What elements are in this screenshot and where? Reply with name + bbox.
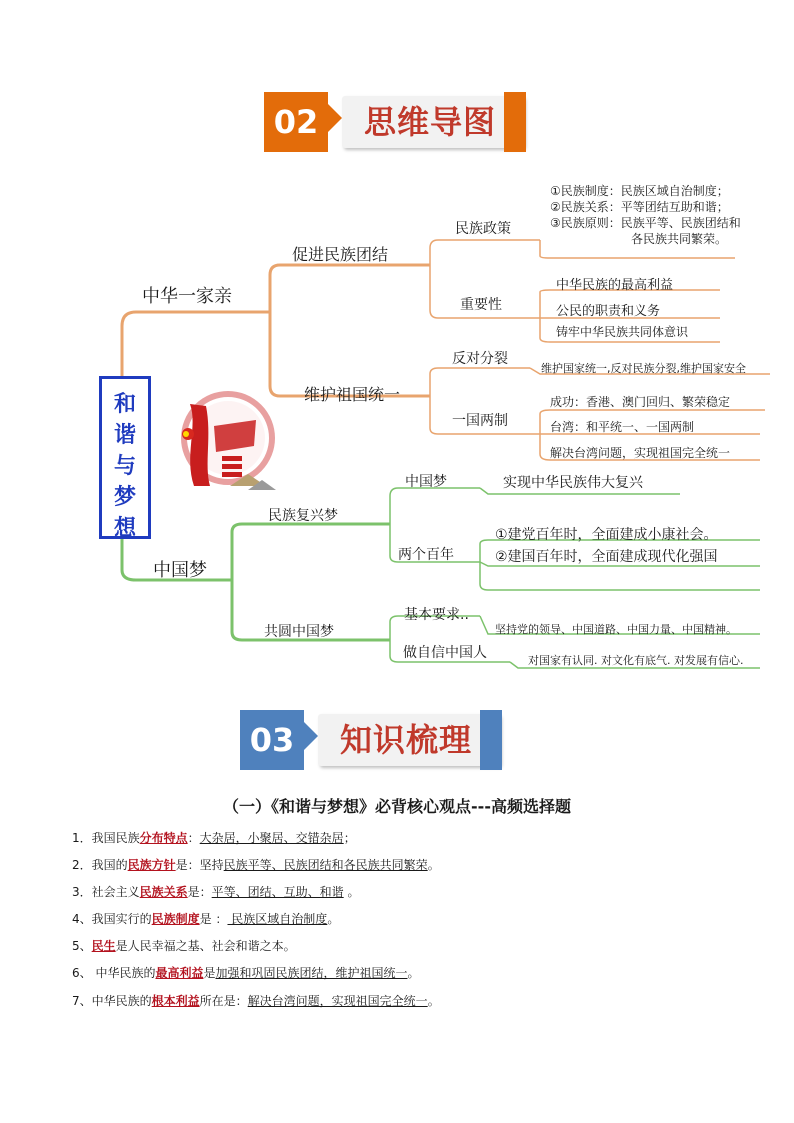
point-suffix: 。 — [407, 966, 420, 980]
point-middle: 是：坚持 — [175, 858, 224, 872]
point-answer: 解决台湾问题，实现祖国完全统一 — [247, 994, 428, 1008]
point-prefix: 1．我国民族 — [72, 831, 140, 845]
point-keyword: 民族制度 — [151, 912, 200, 926]
root-char: 梦 — [113, 485, 136, 510]
banner-label: 思维导图 — [342, 96, 524, 148]
sub-node: 共圆中国梦 — [264, 624, 334, 640]
point-middle: 是人民幸福之基、社会和谐之本。 — [115, 939, 296, 953]
point-suffix: 。 — [427, 858, 440, 872]
point-item — [72, 883, 360, 900]
banner-number: 02 — [264, 92, 328, 152]
leaf-node: 一国两制 — [452, 413, 508, 429]
importance-item: 公民的职责和义务 — [556, 304, 661, 319]
importance-item: 中华民族的最高利益 — [556, 278, 674, 293]
basic-item: 坚持党的领导、中国道路、中国力量、中国精神。 — [495, 623, 737, 636]
chevron-right-icon — [304, 722, 318, 750]
leaf-node: 民族政策 — [455, 221, 511, 237]
point-middle: 所在是： — [199, 994, 248, 1008]
section-title: （一）《和谐与梦想》必背核心观点---高频选择题 — [223, 797, 571, 816]
point-prefix: 5、 — [72, 939, 92, 953]
leaf-node: 做自信中国人 — [403, 645, 487, 661]
point-keyword: 民族方针 — [127, 858, 176, 872]
point-keyword: 民族关系 — [139, 885, 188, 899]
root-char: 谐 — [113, 423, 136, 448]
point-keyword: 最高利益 — [155, 966, 204, 980]
policy-item: ①民族制度：民族区域自治制度； — [550, 184, 729, 198]
policy-item: ②民族关系：平等团结互助和谐； — [550, 200, 729, 214]
point-suffix: 。 — [427, 994, 440, 1008]
banner-edge — [480, 710, 502, 770]
leaf-node: 重要性 — [460, 297, 502, 313]
point-item — [72, 910, 339, 927]
point-item — [72, 964, 420, 981]
point-answer: 大杂居，小聚居、交错杂居 — [199, 831, 344, 845]
sub-node: 促进民族团结 — [292, 245, 389, 264]
point-middle: 是： — [187, 885, 212, 899]
point-answer: 平等、团结、互助、和谐 — [211, 885, 344, 899]
point-middle: ： — [187, 831, 200, 845]
one-country-item: 解决台湾问题，实现祖国完全统一 — [550, 446, 731, 460]
point-answer: 加强和巩固民族团结，维护祖国统一 — [215, 966, 408, 980]
point-prefix: 4、我国实行的 — [72, 912, 152, 926]
sub-node: 民族复兴梦 — [268, 508, 338, 524]
leaf-node: 两个百年 — [398, 547, 454, 563]
point-item — [72, 856, 440, 873]
cdream-item: 实现中华民族伟大复兴 — [503, 475, 643, 491]
point-middle: 是 ： — [199, 912, 228, 926]
point-suffix: 。 — [343, 885, 360, 899]
point-item — [72, 937, 296, 954]
confident-item: 对国家有认同. 对文化有底气. 对发展有信心. — [528, 654, 744, 667]
policy-item: 各民族共同繁荣。 — [631, 232, 728, 246]
root-char: 与 — [113, 454, 136, 479]
mindmap-root — [99, 376, 151, 539]
one-country-item: 台湾：和平统一、一国两制 — [550, 420, 695, 434]
point-suffix: ； — [343, 831, 356, 845]
importance-item: 铸牢中华民族共同体意识 — [556, 325, 689, 339]
leaf-node: 基本要求.. — [404, 607, 469, 623]
root-char: 想 — [113, 516, 136, 541]
point-keyword: 根本利益 — [151, 994, 200, 1008]
point-prefix: 2．我国的 — [72, 858, 128, 872]
point-keyword: 分布特点 — [139, 831, 188, 845]
banner-label: 知识梳理 — [318, 714, 500, 766]
point-prefix: 3．社会主义 — [72, 885, 140, 899]
one-country-item: 成功：香港、澳门回归、繁荣稳定 — [550, 395, 731, 409]
point-prefix: 7、中华民族的 — [72, 994, 152, 1008]
point-middle: 是 — [203, 966, 216, 980]
leaf-node: 中国梦 — [405, 474, 447, 490]
two-cent-item: ①建党百年时，全面建成小康社会。 — [495, 527, 718, 543]
point-prefix: 6、 中华民族的 — [72, 966, 156, 980]
leaf-node: 反对分裂 — [452, 351, 508, 367]
oppose-item: 维护国家统一,反对民族分裂,维护国家安全 — [541, 362, 746, 375]
point-keyword: 民生 — [91, 939, 116, 953]
two-cent-item: ②建国百年时，全面建成现代化强国 — [495, 549, 718, 565]
banner-number: 03 — [240, 710, 304, 770]
policy-item: ③民族原则：民族平等、民族团结和 — [550, 216, 741, 230]
sub-node: 维护祖国统一 — [304, 385, 401, 404]
point-item — [72, 992, 440, 1009]
china-dream-logo — [170, 386, 280, 501]
point-answer: 民族区域自治制度 — [227, 912, 328, 926]
point-answer: 民族平等、民族团结和各民族共同繁荣 — [223, 858, 428, 872]
point-suffix: 。 — [327, 912, 340, 926]
branch-node: 中国梦 — [153, 560, 207, 581]
branch-node: 中华一家亲 — [142, 286, 232, 307]
section-banner-knowledge — [240, 710, 502, 770]
point-item — [72, 829, 356, 846]
root-char: 和 — [113, 392, 136, 417]
